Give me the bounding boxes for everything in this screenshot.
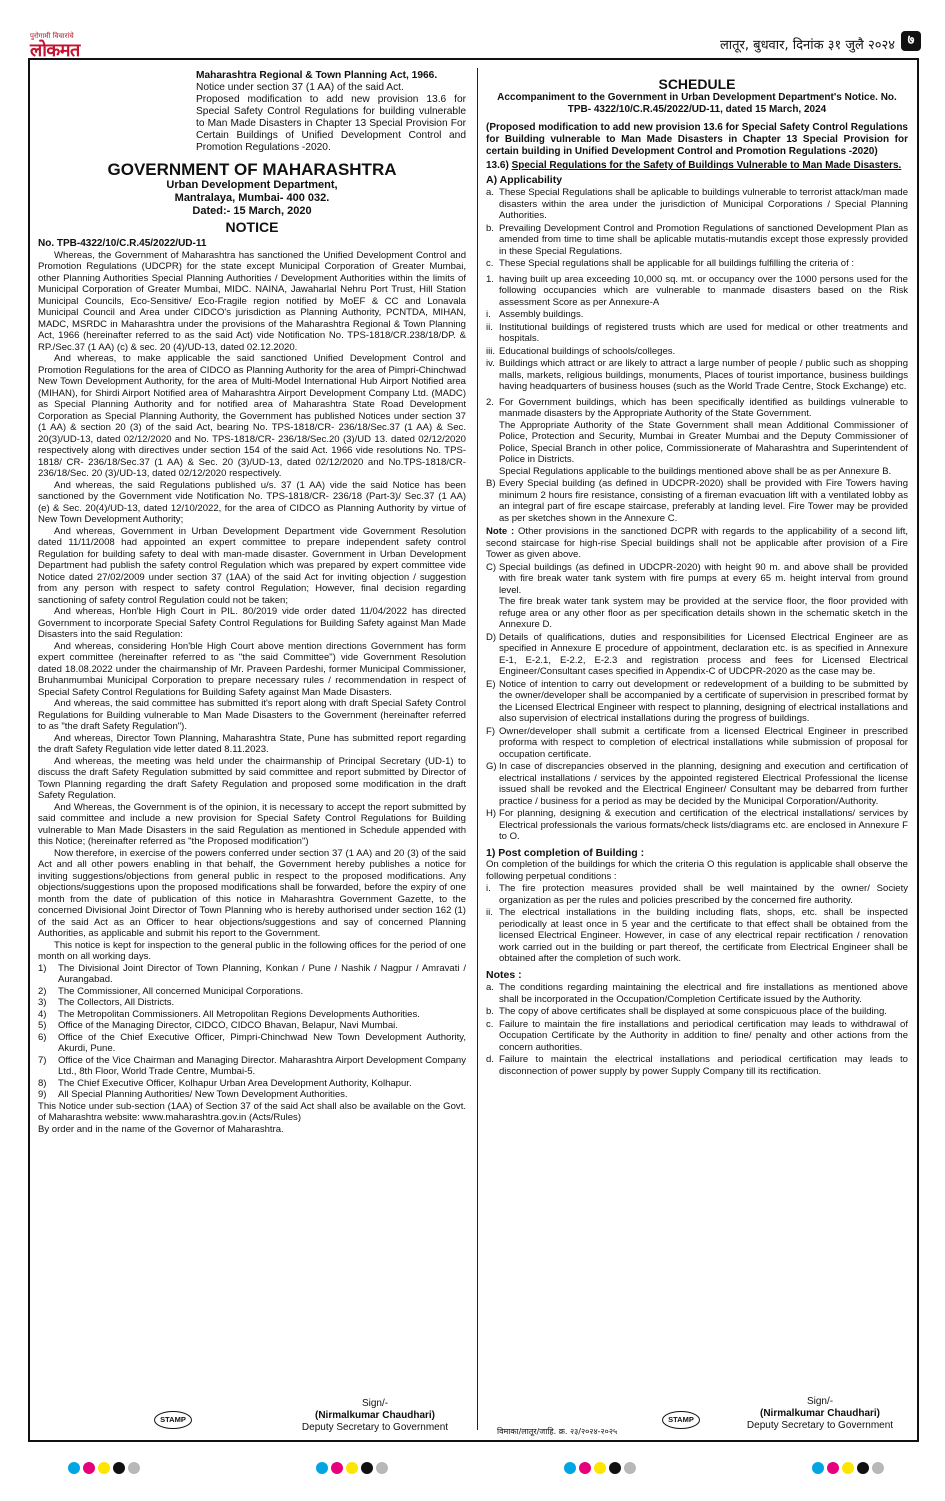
registration-dot [361, 1462, 373, 1474]
list-item: B) Every Special building (as defined in UDCPR-2020) shall be provided with Fire Towers having minimum 2 hours fire resistance, consisting of a fireman evacuation lift with a ventilated lobby as an integral part of fire escape staircase, preferably at landing level. Fire Tower may be provided as per sketches shown in the Annexure C. [486, 478, 908, 524]
signatory-name: (Nirmalkumar Chaudhari) [759, 1408, 881, 1419]
office-list-item: 9) All Special Planning Authorities/ New Town Development Authorities. [38, 1089, 348, 1100]
registration-dot [579, 1462, 591, 1474]
list-item: ii. Institutional buildings of registered trusts which are used for medical or other treatments and hospitals. [486, 321, 908, 345]
notice-title: NOTICE [225, 219, 279, 235]
schedule-column [486, 76, 908, 1077]
list-item: E) Notice of intention to carry out development or redevelopment of a building to be submitted by the owner/developer shall be accompanied by a certificate of supervision in prescribed format by the Licensed Electrical Engineer with respect to planning, designing of electrical installations and also supervision of electrical installations during the progress of buildings. [486, 678, 908, 725]
office-list-item: 1) The Divisional Joint Director of Town Planning, Konkan / Pune / Nashik / Nagpur / Amravati / Aurangabad. [38, 962, 466, 985]
list-item: c. Failure to maintain the fire installations and periodical certification may leads to withdrawal of Occupation Certificate by the Authority in addition to fine/ penalty and other actions from the concern authorities. [486, 1018, 908, 1053]
list-item: c. These Special regulations shall be applicable for all buildings fulfilling the criteria of : [486, 258, 855, 270]
registration-mark [316, 1462, 388, 1476]
paragraph: Whereas, the Government of Maharashtra has sanctioned the Unified Development Control and Promotion Regulations (UDCPR) for the state except Municipal Corporation of Greater Mumbai, other Planning Authorities Special Planning Authorities / Development Authorities within the limits of Municipal Corporation of Greater Mumbai, MIDC. NAINA, Jawaharlal Nehru Port Trust, Hill Station Municipal Councils, Eco-Sensitive/ Eco-Fragile region notified by MoEF & CC and Lonavala Municipal Council and Area under CIDCO's jurisdiction as Planning Authority, PCNTDA, MIHAN, MADC, MSRDC in Maharashtra under the provisions of the Maharashtra Regional & Town Planning Act, 1966 (hereinafter referred to as the said Act) vide Notification No. TPS-1818/CR.238/18/DP. & RP./Sec.37 (1 AA) (c) & sec. 20 (4)/UD-13, dated 02.12.2020. [38, 249, 466, 353]
dateline: लातूर, बुधवार, दिनांक ३१ जुलै २०२४ [719, 38, 895, 53]
paragraph: And whereas, the said committee has submitted it's report along with draft Special Safety Control Regulations for Building vulnerable to Man Made Disasters to the Government (hereinafter referred to as "the draft Safety Regulation"). [38, 698, 466, 732]
paragraph: And whereas, Director Town Planning, Maharashtra State, Pune has submitted report regarding the draft Safety Regulation vide letter dated 8.11.2023. [38, 732, 466, 755]
paragraph: This notice is kept for inspection to the general public in the following offices for the period of one month on all working days. [38, 939, 466, 962]
list-item: b. The copy of above certificates shall be displayed at some conspicuous place of the building. [486, 1006, 887, 1018]
list-item: iv. Buildings which attract or are likely to attract a large number of people / public such as shopping malls, markets, religious buildings, monuments, Places of tourist importance, business buildings having headquarters of business houses (such as the World Trade Centre, Stock Exchange) etc. [486, 358, 908, 393]
registration-dot [594, 1462, 606, 1474]
stamp-mark: STAMP [662, 1411, 700, 1429]
office-list-item: 2) The Commissioner, All concerned Municipal Corporations. [38, 985, 304, 997]
sign-label: Sign/- [806, 1396, 834, 1407]
signature-block-right [730, 1396, 910, 1432]
registration-dot [113, 1462, 125, 1474]
page-number: ७ [901, 31, 921, 51]
registration-dot [564, 1462, 576, 1474]
registration-mark [812, 1462, 884, 1476]
act-notice-line: Notice under section 37 (1 AA) of the said Act. [196, 82, 404, 93]
registration-dot [857, 1462, 869, 1474]
signature-block-left [285, 1398, 465, 1434]
note-label: Note : [486, 526, 515, 538]
act-title: Maharashtra Regional & Town Planning Act, 1966. [196, 70, 438, 81]
registration-dot [376, 1462, 388, 1474]
list-item: H) For planning, designing & execution and certification of the electrical installations/ services by Electrical professionals the various formats/check lists/diagrams etc. are enclosed in Annexure F to O. [486, 808, 908, 843]
signatory-name: (Nirmalkumar Chaudhari) [314, 1410, 436, 1421]
registration-dot [83, 1462, 95, 1474]
paragraph: And whereas, to make applicable the said sanctioned Unified Development Control and Promotion Regulations for the area of CIDCO as Planning Authority for the area of Pimpri-Chinchwad New Town Development Authority, for the area of Multi-Model International Hub Airport Notified area (MIHAN), for Shirdi Airport Notified area of Maharashtra Airport Development Company Ltd. (MADC) as Special Planning Authority and for notified area of Maharashtra State Road Development Corporation as Special Planning Authority, the Government has published Notices under section 37 (1 AA) & section 20 (3) of the said Act, bearing No. TPS-1818/CR- 236/18/Sec.37 (1 AA) & Sec. 20(3)/UD-13, dated 02/12/2020 and No. TPS-1818/CR- 236/18/Sec.20 (3)/UD 13. dated 02/12/2020 respectively along with directives under section 154 of the said Act. 1966 vide resolutions No. TPS-1818/ CR- 236/18/Sec.37 (1 AA) & Sec. 20 (3)/UD-13, dated 02/12/2020 and No.TPS-1818/CR- 236/18/Sec. 20 (3)/UD-13, dated 02/12/2020 respectively. [38, 353, 466, 479]
date-line: Dated:- 15 March, 2020 [192, 205, 312, 217]
office-list-item: 6) Office of the Chief Executive Officer, Pimpri-Chinchwad New Town Development Authority, Akurdi, Pune. [38, 1031, 466, 1054]
office-list-item: 5) Office of the Managing Director, CIDCO, CIDCO Bhavan, Belapur, Navi Mumbai. [38, 1020, 398, 1031]
list-item: a. These Special Regulations shall be aplicable to buildings vulnerable to terrorist attack/man made disasters within the area under the jurisdiction of Municipal Corporations / Special Planning Authorities. [486, 187, 908, 222]
list-item: 2. For Government buildings, which has been specifically identified as buildings vulnerable to manmade disasters by the Appropriate Authority of the State Government. [486, 396, 908, 420]
list-item: D) Details of qualifications, duties and responsibilities for Licensed Electrical Engineer are as specified in Annexure E procedure of appointment, declaration etc. is as specified in Annexure E-1, E-2.1, E-2.2, E-2.3 and registration process and fees for Licensed Electrical Engineer/Consultant cases specified in Appendix-C of UDCPR-2020 as the case may be. [486, 631, 908, 678]
list-item: a. The conditions regarding maintaining the electrical and fire installations as mentioned above shall be incorporated in the Occupation/Completion Certificate issued by the Authority. [486, 982, 908, 1005]
government-title: GOVERNMENT OF MAHARASHTRA [107, 160, 397, 179]
appropriate-authority-text: The Appropriate Authority of the State Government shall mean Additional Commissioner of Police, Protection and Security, Mumbai in Greater Mumbai and the Deputy Commissioner of Police, Special Branch in other police, Commissionerate of Maharashtra and Superintendent of Police in Districts. [499, 419, 908, 466]
registration-dot [842, 1462, 854, 1474]
paragraph: And whereas, considering Hon'ble High Court above mention directions Government has form expert committee (hereinafter referred to as "the said Committee") vide Government Resolution dated 18.08.2022 under the chairmanship of Mr. Praveen Pardeshi, former Municipal Commissioner, Bruhanmumbai Municipal Corporation to prepare necessary rules / recommendation in respect of Special Safety Control Regulations for Building Safety against Man Made Disasters. [38, 640, 466, 698]
post-completion-intro: On completion of the buildings for which the criteria O this regulation is applicable shall observe the following perpetual conditions : [486, 859, 908, 882]
office-list-item: 3) The Collectors, All Districts. [38, 997, 175, 1008]
registration-dot [68, 1462, 80, 1474]
list-item: 1. having built up area exceeding 10,000 sq. mt. or occupancy over the 1000 persons used for the following occupancies which are vulnerable to manmade disasters based on the Risk assessment Score as per Annexure-A [486, 273, 908, 308]
section-title: Special Regulations for the Safety of Buildings Vulnerable to Man Made Disasters. [511, 160, 902, 172]
section-number: 13.6) [486, 160, 509, 172]
list-item: i. Assembly buildings. [486, 309, 584, 321]
list-item: b. Prevailing Development Control and Promotion Regulations of sanctioned Development Plan as amended from time to time shall be aplicable mutatis-mutandis except those expressly provided in these Special Regulations. [486, 222, 908, 257]
notice-header-block [196, 70, 466, 154]
registration-dot [812, 1462, 824, 1474]
stamp-mark: STAMP [154, 1411, 192, 1429]
department-line: Urban Development Department, [166, 179, 338, 191]
newspaper-logo: लोकमत [30, 40, 80, 61]
notice-column [38, 70, 466, 1135]
registration-mark [68, 1462, 140, 1476]
proposed-modification: (Proposed modification to add new provision 13.6 for Special Safety Control Regulations for Building vulnerable to Man Made Disasters in Chapter 13 Special Provision for certain building in Unified Development Control and Promotion Regulations -2020) [486, 122, 908, 157]
signatory-designation: Deputy Secretary to Government [746, 1420, 894, 1431]
paragraph: And whereas, the said Regulations published u/s. 37 (1 AA) vide the said Notice has been sanctioned by the Government vide Notification No. TPS-1818/CR- 236/18 (Part-3)/ Sec.37 (1 AA) (e) & Sec. 20(4)/UD-13, dated 12/10/2022, for the area of CIDCO as Planning Authority by virtue of New Town Development Authority; [38, 479, 466, 525]
office-list-item: 7) Office of the Vice Chairman and Managing Director. Maharashtra Airport Development Company Ltd., 8th Floor, World Trade Centre, Mumbai-5. [38, 1054, 466, 1077]
list-item: G) In case of discrepancies observed in the planning, designing and execution and certification of electrical installations / services by the appointed registered Electrical Professional the license issued shall be revoked and the Electrical Engineer/ Consultant may be debarred from further practice / business for a period as may be decided by the Municipal Corporation/Authority. [486, 761, 908, 807]
post-completion-heading: 1) Post completion of Building : [486, 846, 645, 859]
registration-dot [624, 1462, 636, 1474]
section-heading [486, 160, 908, 172]
registration-dot [609, 1462, 621, 1474]
list-item: ii. The electrical installations in the building including flats, shops, etc. shall be inspected periodically at least once in 5 year and the certificate to that effect shall be obtained from the licensed Electrical Engineer. However, in case of any electrical repair rectification / renovation work carried out in the building or part thereof, the certificate from Electrical Engineer shall be obtained after the completion of such work. [486, 907, 908, 965]
release-code: विमाका/लातूर/जाहि. क्र. २३/२०२४-२०२५ [497, 1427, 618, 1436]
registration-dot [98, 1462, 110, 1474]
fire-break-text: The fire break water tank system may be provided at the service floor, the floor provided with refuge area or any other floor as per specification details shown in the schematic sketch in the Annexure D. [499, 596, 908, 631]
address-line: Mantralaya, Mumbai- 400 032. [174, 192, 330, 204]
list-item: F) Owner/developer shall submit a certificate from a licensed Electrical Engineer in prescribed proforma with respect to completion of electrical installations while submission of proposal for occupation certificate. [486, 725, 908, 760]
list-item: d. Failure to maintain the electrical installations and periodical certification may leads to disconnection of power supply by power Supply Company till its rectification. [486, 1054, 908, 1077]
logo-tagline: पुरोगामी विचारांचे [30, 32, 74, 40]
governor-order-line: By order and in the name of the Governor of Maharashtra. [38, 1123, 284, 1135]
paragraph: And whereas, Hon'ble High Court in PIL. 80/2019 vide order dated 11/04/2022 has directed Government to incorporate Special Safety Control Regulations for Building Safety against Man Made Disasters into the said Regulation: [38, 606, 466, 640]
paragraph: Now therefore, in exercise of the powers conferred under section 37 (1 AA) and 20 (3) of the said Act and all other powers enabling in that behalf, the Government hereby publishes a notice for inviting suggestions/objections from general public in respect to the proposed modifications. Any objections/suggestions upon the proposed modifications shall be forwarded, before the expiry of one month from the date of publication of this notice in Maharashtra Government Gazette, to the concerned Divisional Joint Director of Town Planning who is hereby authorised under section 162 (1) of the said Act as an Officer to hear objections/suggestions and say of concerned Planning Authorities, as applicable and submit his report to the Government. [38, 847, 466, 939]
column-divider [477, 68, 478, 1430]
paragraph: And whereas, Government in Urban Development Department vide Government Resolution dated 11/11/2008 had appointed an expert committee to prepare independent safety control Regulation for building safety to deal with man-made disaster. Government in Urban Development Department had publish the safety control Regulation which was prepared by expert committee vide Notice dated 27/02/2009 under section 37 (1AA) of the said Act for inviting objection / suggestion from any person with respect to safety control Regulation; However, final decision regarding sanctioning of safety control Regulation could not be taken; [38, 525, 466, 606]
paragraph: And Whereas, the Government is of the opinion, it is necessary to accept the report submitted by said committee and include a new provision for Special Safety Control Regulations for Building vulnerable to Man Made Disasters in the said Regulation as mentioned in Schedule appended with this Notice; (hereinafter referred as "the Proposed modification") [38, 801, 466, 847]
note-text: Other provisions in the sanctioned DCPR with regards to the applicability of a second lift, second staircase for high-rise Special buildings shall not be applicable after provision of a Fire Tower as given above. [486, 526, 908, 561]
registration-dot [128, 1462, 140, 1474]
list-item: i. The fire protection measures provided shall be well maintained by the owner/ Society organization as per the rules and policies prescribed by the concerned fire authority. [486, 883, 908, 906]
registration-dot [316, 1462, 328, 1474]
schedule-title: SCHEDULE [658, 76, 736, 92]
registration-dot [331, 1462, 343, 1474]
list-item: C) Special buildings (as defined in UDCPR-2020) with height 90 m. and above shall be provided with fire break water tank system with fire pumps at every 65 m. height interval from ground level. [486, 561, 908, 596]
office-list-item: 4) The Metropolitan Commissioners. All Metropolitan Regions Developments Authorities. [38, 1008, 420, 1020]
registration-dot [872, 1462, 884, 1474]
notice-number: No. TPB-4322/10/C.R.45/2022/UD-11 [38, 238, 207, 249]
annexure-b-text: Special Regulations applicable to the buildings mentioned above shall be as per Annexure B. [499, 465, 892, 477]
paragraph: And whereas, the meeting was held under the chairmanship of Principal Secretary (UD-1) to discuss the draft Safety Regulation submitted by said committee and report submitted by Director of Town Planning regarding the draft Safety Regulation and proposed some modification in the draft Safety Regulation. [38, 755, 466, 801]
proposed-modification-summary: Proposed modification to add new provision 13.6 for Special Safety Control Regulations for building vulnerable to Man Made Disasters in Chapter 13 Special Provision For Certain Buildings of Unified Development Control and Promotion Regulations -2020. [196, 94, 466, 153]
list-item: iii. Educational buildings of schools/colleges. [486, 345, 676, 357]
applicability-heading: A) Applicability [486, 173, 563, 186]
signatory-designation: Deputy Secretary to Government [301, 1422, 449, 1433]
registration-dot [827, 1462, 839, 1474]
registration-mark [564, 1462, 636, 1476]
notes-heading: Notes : [486, 968, 522, 981]
website-note: This Notice under sub-section (1AA) of Section 37 of the said Act shall also be available on the Govt. of Maharashtra website: www.maharashtra.gov.in (Acts/Rules) [38, 1100, 466, 1123]
registration-dot [346, 1462, 358, 1474]
schedule-subtitle: Accompaniment to the Government in Urban Development Department's Notice. No. TPB- 4322/10/C.R.45/2022/UD-11, dated 15 March, 2024 [497, 92, 897, 115]
sign-label: Sign/- [361, 1398, 389, 1409]
note-paragraph [486, 526, 908, 561]
masthead [0, 0, 945, 61]
office-list-item: 8) The Chief Executive Officer, Kolhapur Urban Area Development Authority, Kolhapur. [38, 1077, 412, 1089]
